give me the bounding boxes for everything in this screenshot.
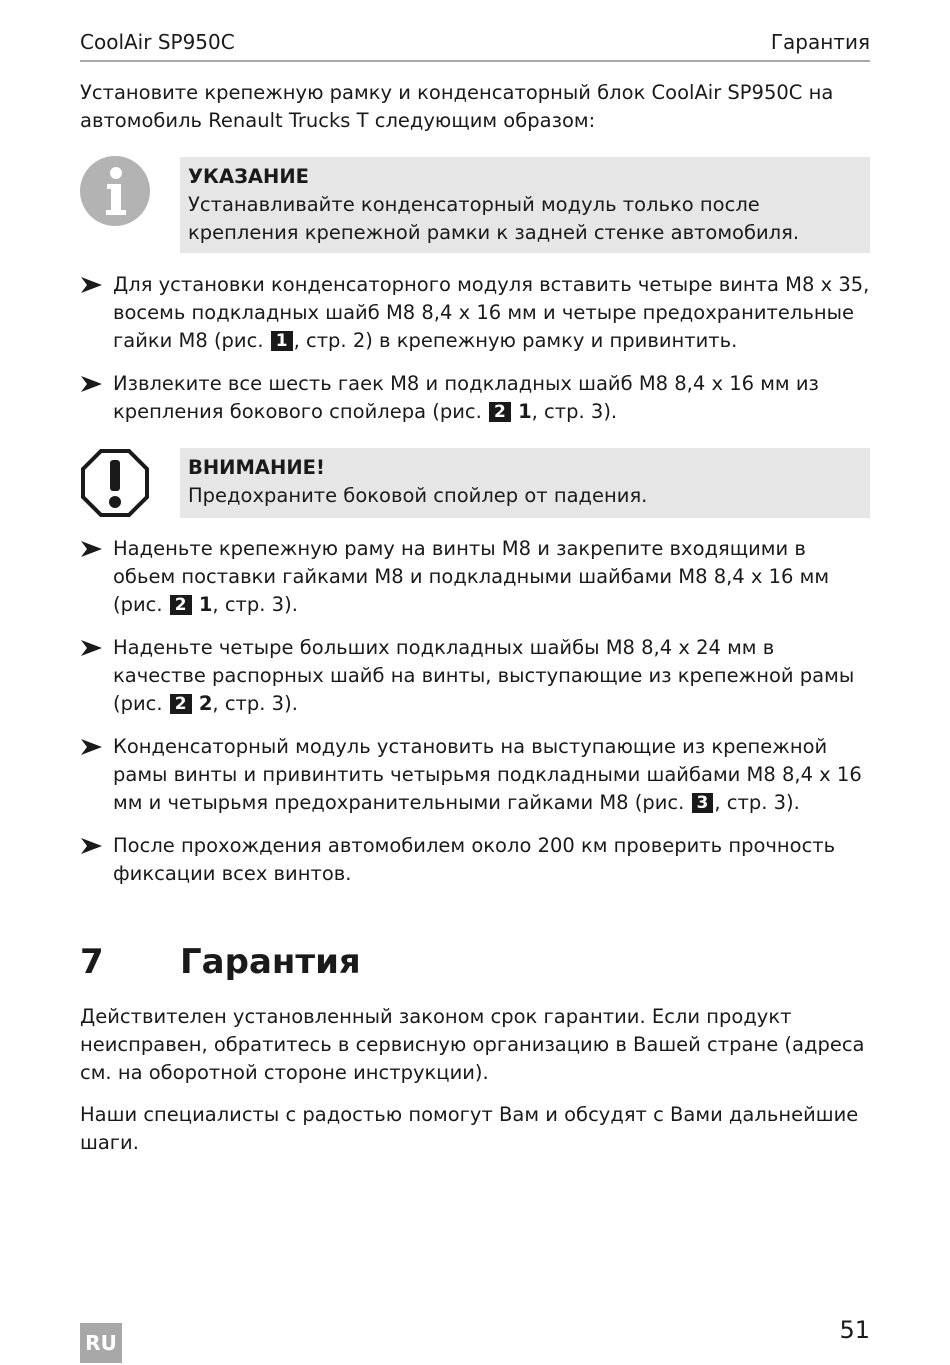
step-text [113, 832, 870, 888]
header-product: CoolAir SP950C [80, 30, 235, 54]
step-text [113, 271, 870, 355]
header-section: Гарантия [770, 30, 870, 54]
warranty-paragraph-2: Наши специалисты с радостью помогут Вам и обсудят с Вами дальнейшие шаги. [80, 1103, 859, 1154]
bullet-arrow-icon [80, 535, 104, 563]
figure-reference-badge: 1 [271, 331, 293, 351]
step-text [113, 370, 870, 426]
step-text-main: После прохождения автомобилем около 200 км проверить прочность фиксации всех винтов. [113, 834, 836, 885]
step-text [113, 733, 870, 817]
section-number: 7 [80, 942, 104, 982]
note-text: Устанавливайте конденсаторный модуль только после крепления крепежной рамки к задней стенке автомобиля. [188, 193, 800, 244]
instruction-step [80, 370, 870, 426]
step-text-main: Извлеките все шесть гаек M8 и подкладных шайб M8 8,4 x 16 мм из крепления бокового спойлера (рис. [113, 372, 819, 423]
bullet-arrow-icon [80, 832, 104, 860]
step-text-tail: , стр. 2) в крепежную рамку и привинтить. [293, 329, 738, 352]
page-number: 51 [839, 1316, 870, 1344]
step-text-main: Для установки конденсаторного модуля вставить четыре винта M8 x 35, восемь подкладных шайб M8 8,4 x 16 мм и четыре предохранительные гайки M8 (рис. [113, 273, 870, 352]
instruction-step [80, 634, 870, 718]
caution-text: Предохраните боковой спойлер от падения. [188, 484, 648, 507]
step-text-main: Наденьте четыре больших подкладных шайбы M8 8,4 x 24 мм в качестве распорных шайб на винты, выступающие из крепежной рамы (рис. [113, 636, 855, 715]
figure-reference-badge: 3 [692, 793, 714, 813]
intro-paragraph: Установите крепежную рамку и конденсаторный блок CoolAir SP950C на автомобиль Renault Trucks T следующим образом: [80, 81, 834, 132]
instruction-step [80, 535, 870, 619]
info-icon [80, 156, 150, 226]
instruction-step [80, 733, 870, 817]
section-title: Гарантия [180, 942, 361, 982]
note-box [180, 157, 870, 253]
step-text-main: Наденьте крепежную раму на винты M8 и закрепите входящими в обьем поставки гайками M8 и подкладными шайбами M8 8,4 x 16 мм (рис. [113, 537, 830, 616]
step-text-tail: , стр. 3). [212, 593, 298, 616]
page-header [80, 28, 870, 62]
language-badge: RU [80, 1323, 122, 1363]
step-text [113, 535, 870, 619]
step-text-tail: , стр. 3). [531, 400, 618, 423]
figure-item-number: 1 [518, 400, 532, 423]
figure-item-number: 1 [198, 593, 213, 616]
bullet-arrow-icon [80, 634, 104, 662]
warning-octagon-icon [80, 448, 150, 518]
instruction-step [80, 832, 870, 888]
step-text-main: Конденсаторный модуль установить на выступающие из крепежной рамы винты и привинтить четырьмя подкладными шайбами M8 8,4 x 16 мм и четырьмя предохранительными гайками M8 (рис. [113, 735, 862, 814]
figure-reference-badge: 2 [170, 694, 192, 714]
figure-reference-badge: 2 [170, 595, 192, 615]
bullet-arrow-icon [80, 271, 104, 299]
figure-reference-badge: 2 [489, 402, 511, 422]
instruction-step [80, 271, 870, 355]
bullet-arrow-icon [80, 733, 104, 761]
caution-title: ВНИМАНИЕ! [188, 456, 325, 479]
caution-box [180, 448, 870, 518]
step-text-tail: , стр. 3). [714, 791, 800, 814]
warranty-paragraph-1: Действителен установленный законом срок гарантии. Если продукт неисправен, обратитесь в сервисную организацию в Вашей стране (адреса см. на оборотной стороне инструкции). [80, 1005, 865, 1084]
step-text-tail: , стр. 3). [212, 692, 298, 715]
figure-item-number: 2 [198, 692, 213, 715]
note-title: УКАЗАНИЕ [188, 165, 309, 188]
step-text [113, 634, 870, 718]
bullet-arrow-icon [80, 370, 104, 398]
